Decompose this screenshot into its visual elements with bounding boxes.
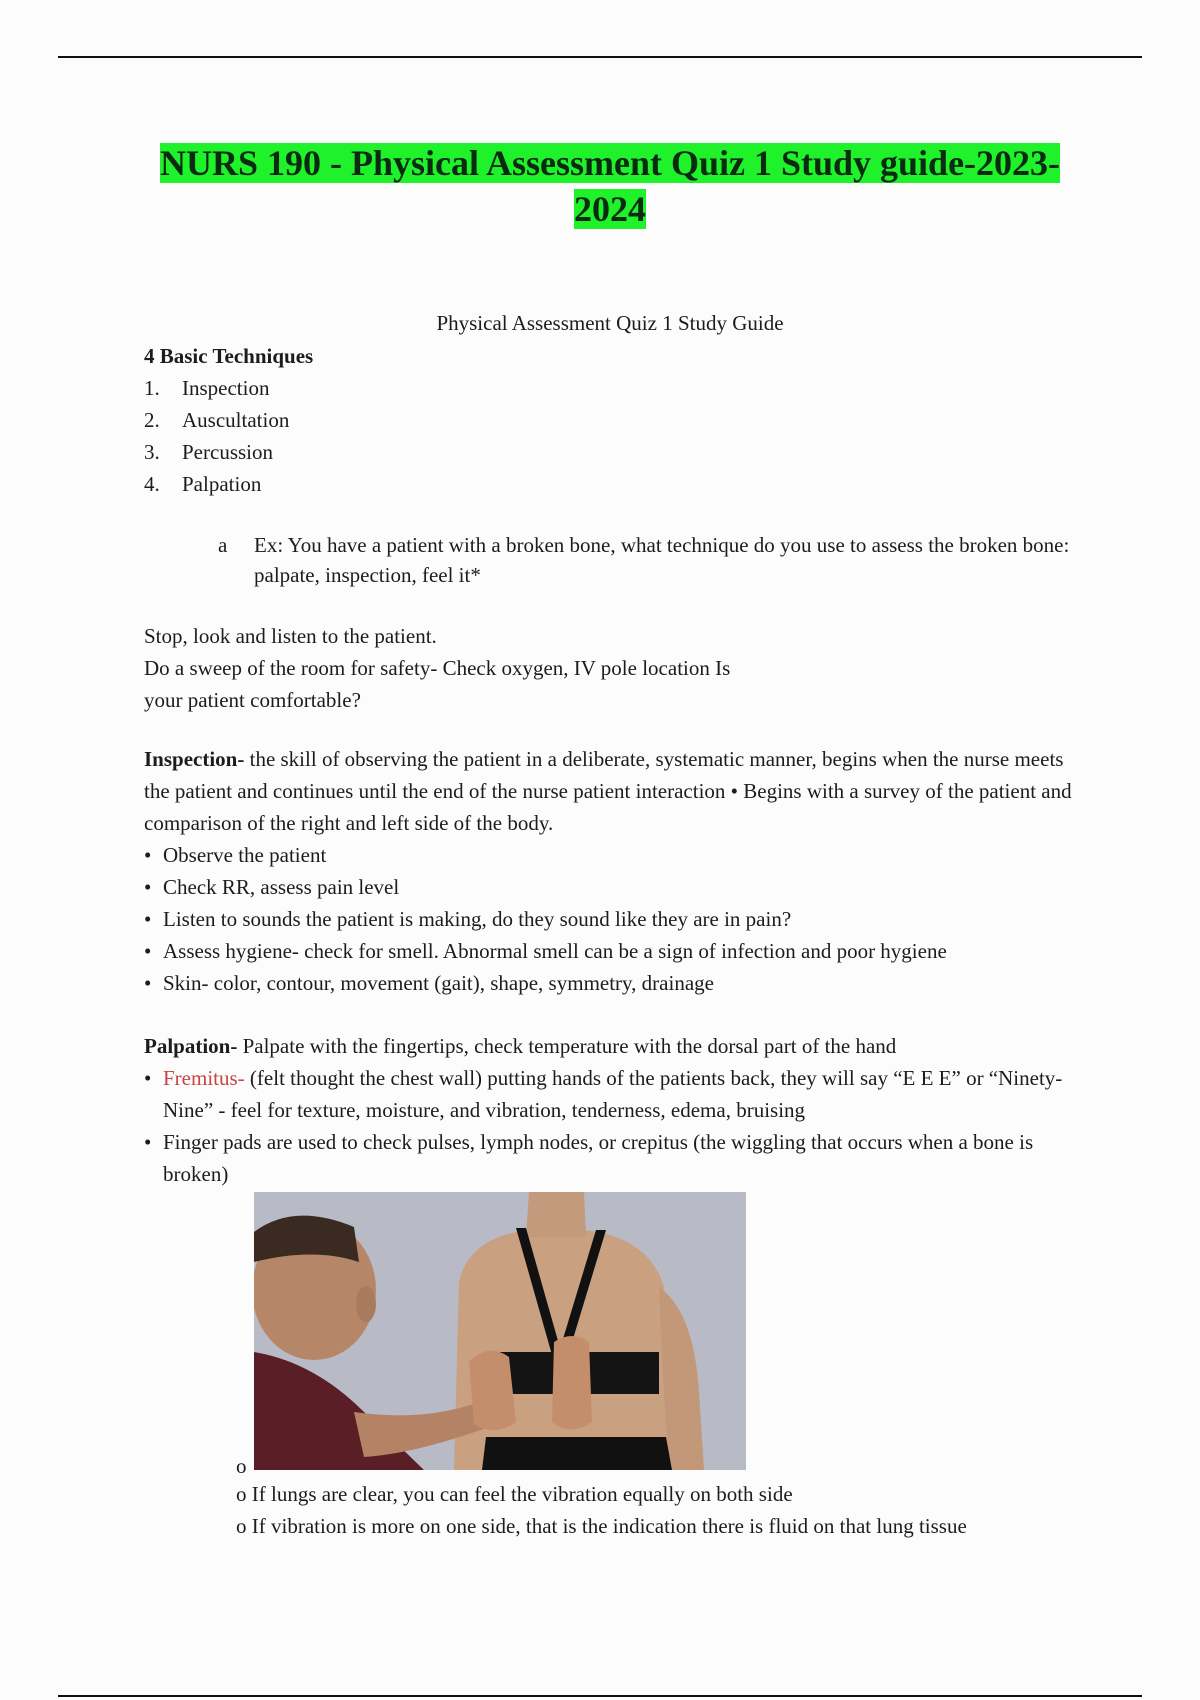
example-note [218, 530, 1078, 590]
list-item: • Observe the patient [144, 839, 1084, 871]
list-item: • Check RR, assess pain level [144, 871, 1084, 903]
inspection-section [144, 743, 1084, 999]
list-item: • Fremitus- (felt thought the chest wall) putting hands of the patients back, they will say “E E E” or “Ninety-Nine” - feel for texture, moisture, and vibration, tenderness, edema, bruising [144, 1062, 1084, 1126]
palpation-term: Palpation- [144, 1034, 238, 1058]
page-subtitle: Physical Assessment Quiz 1 Study Guide [436, 311, 784, 335]
example-marker: a [218, 533, 228, 557]
palpation-definition: Palpation- Palpate with the fingertips, check temperature with the dorsal part of the hand [144, 1034, 897, 1058]
list-item: • Assess hygiene- check for smell. Abnormal smell can be a sign of infection and poor hygiene [144, 935, 1084, 967]
safety-line: your patient comfortable? [144, 688, 361, 712]
list-item: • Finger pads are used to check pulses, lymph nodes, or crepitus (the wiggling that occurs when a bone is broken) [144, 1126, 1084, 1190]
list-item: o If vibration is more on one side, that is the indication there is fluid on that lung tissue [236, 1514, 967, 1538]
techniques-section [144, 340, 1084, 500]
list-item: • Listen to sounds the patient is making, do they sound like they are in pain? [144, 903, 1084, 935]
palpation-section [144, 1030, 1084, 1190]
techniques-heading: 4 Basic Techniques [144, 344, 314, 368]
list-item: 4. Palpation [144, 472, 262, 496]
safety-line: Do a sweep of the room for safety- Check oxygen, IV pole location Is [144, 656, 731, 680]
bottom-rule [58, 1695, 1142, 1697]
fremitus-photo [254, 1192, 746, 1470]
fremitus-term: Fremitus- [163, 1066, 245, 1090]
top-rule [58, 56, 1142, 58]
fremitus-illustration [254, 1192, 746, 1470]
list-item: 3. Percussion [144, 440, 273, 464]
palpation-bullets [144, 1062, 1084, 1190]
image-marker: o [236, 1454, 247, 1478]
list-item: 2. Auscultation [144, 408, 290, 432]
list-item: o If lungs are clear, you can feel the vibration equally on both side [236, 1482, 793, 1506]
safety-section [144, 620, 1084, 716]
techniques-list [144, 372, 1084, 500]
inspection-definition: Inspection- the skill of observing the patient in a deliberate, systematic manner, begins when the nurse meets the patient and continues until the end of the nurse patient interaction • Begins with a survey of the patient and comparison of the right and left side of the body. [144, 747, 1072, 835]
list-item: • Skin- color, contour, movement (gait), shape, symmetry, drainage [144, 967, 1084, 999]
inspection-bullets [144, 839, 1084, 999]
inspection-term: Inspection- [144, 747, 245, 771]
example-text: Ex: You have a patient with a broken bone, what technique do you use to assess the broken bone: palpate, inspection, feel it* [254, 533, 1070, 587]
safety-line: Stop, look and listen to the patient. [144, 624, 437, 648]
document-title: NURS 190 - Physical Assessment Quiz 1 Study guide-2023-2024 [159, 143, 1061, 229]
fremitus-notes [236, 1478, 967, 1542]
list-item: 1. Inspection [144, 376, 270, 400]
